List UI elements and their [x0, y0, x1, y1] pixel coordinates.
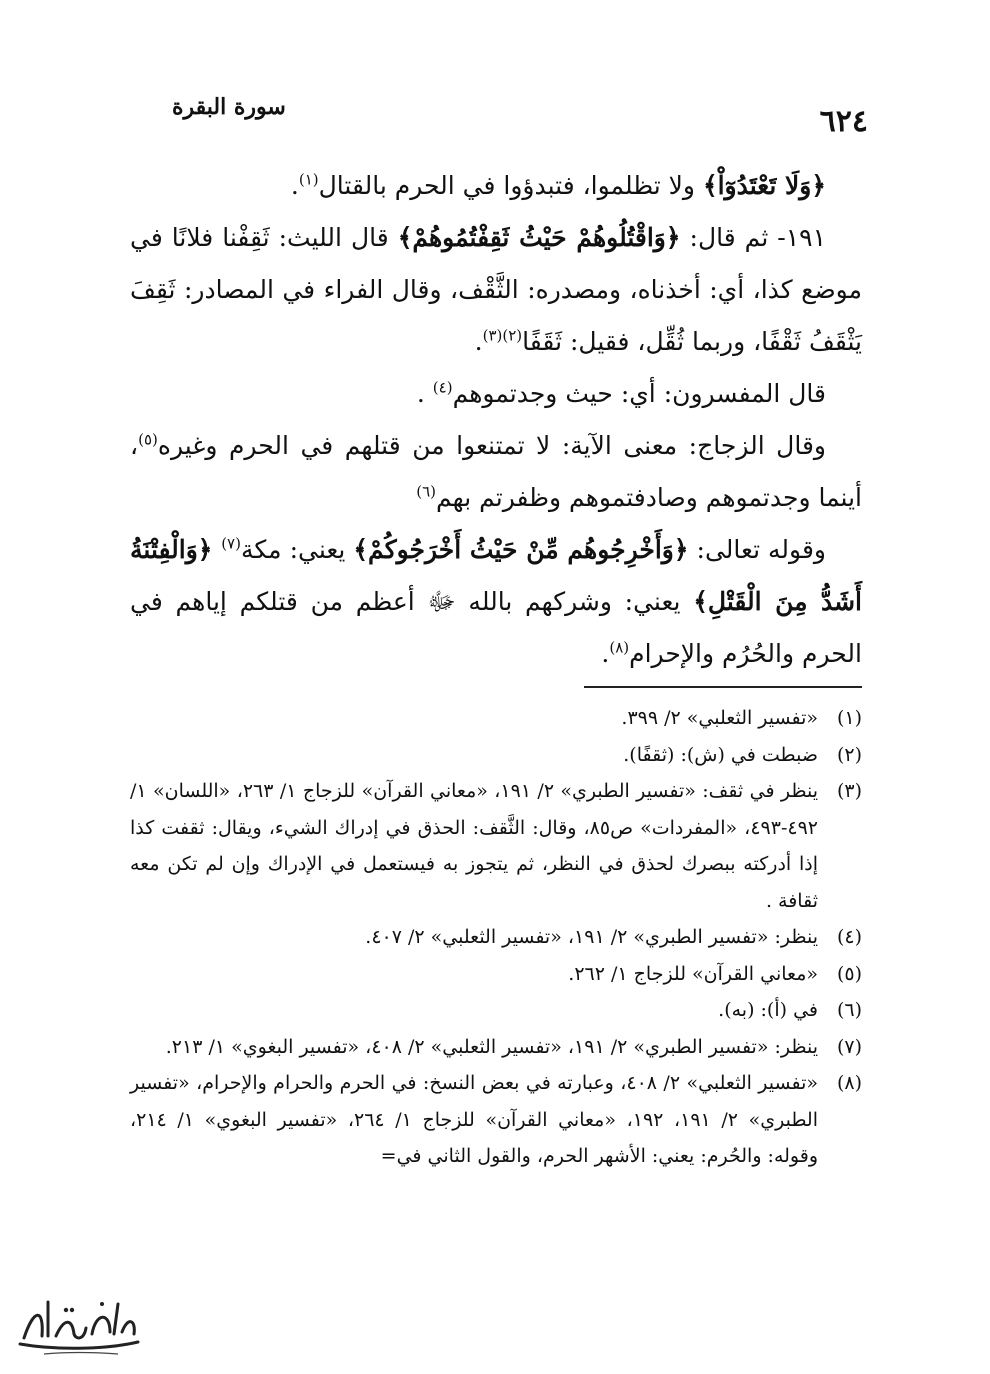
footnote-number: (٦): [836, 999, 862, 1021]
footnote-number: (٥): [836, 962, 862, 985]
footnote-item: [130, 737, 862, 774]
footnotes: [130, 700, 862, 1175]
footnote-item: [130, 992, 862, 1029]
footnote-item: [130, 919, 862, 956]
running-header-title: سورة البقرة: [172, 94, 286, 120]
footnote-ref: (١): [298, 170, 319, 189]
logo-graphic: [14, 1288, 144, 1358]
paragraph-5: [130, 524, 862, 680]
paragraph-text: ، أينما وجدتموهم وصادفتموهم وظفرتم بهم: [130, 431, 862, 512]
footnote-ref: (٤): [432, 378, 453, 397]
paragraph-text: قال الليث: ثَقِفْنا فلانًا في موضع كذا، أي: أخذناه، ومصدره: الثَّقْف، وقال الفراء في المصادر: ثَقِفَ يَثْقَفُ ثَقْفًا، وربما ثُقِّل، فقيل: ثَقَفًا: [130, 223, 862, 356]
footnote-text: ينظر: «تفسير الطبري» ٢/ ١٩١، «تفسير الثعلبي» ٢/ ٤٠٧.: [365, 926, 818, 948]
footnote-item: [130, 956, 862, 993]
paragraph-1: [130, 160, 862, 212]
quran-quote: ﴿وَلَا تَعْتَدُوٓاْ﴾: [702, 171, 826, 200]
footnote-number: (١): [836, 707, 862, 729]
punctuation: .: [290, 171, 299, 200]
footnote-text: ينظر: «تفسير الطبري» ٢/ ١٩١، «تفسير الثعلبي» ٢/ ٤٠٨، «تفسير البغوي» ١/ ٢١٣.: [165, 1035, 818, 1058]
footnote-ref: (٨): [609, 638, 630, 657]
paragraph-text: ولا تظلموا، فتبدؤوا في الحرم بالقتال: [318, 171, 703, 200]
footnote-ref: (٧): [221, 534, 241, 553]
footnote-number: (٧): [836, 1035, 862, 1058]
page-number: ٦٢٤: [819, 104, 868, 139]
paragraph-text: وقال الزجاج: معنى الآية: لا تمتنعوا من قتلهم في الحرم وغيره: [157, 431, 826, 460]
paragraph-text: وقوله تعالى:: [688, 535, 826, 564]
footnote-number: (٨): [836, 1072, 862, 1094]
paragraph-text: قال المفسرون: أي: حيث وجدتموهم: [452, 379, 826, 408]
paragraph-3: [130, 368, 862, 420]
calligraphy-logo-icon: [14, 1288, 144, 1358]
quran-quote: ﴿وَأَخْرِجُوهُم مِّنْ حَيْثُ أَخْرَجُوكُمْ﴾: [353, 535, 689, 564]
footnote-ref: (٢)(٣): [482, 326, 523, 345]
punctuation: .: [416, 379, 433, 408]
footnote-item: [130, 773, 862, 919]
footnote-text: «تفسير الثعلبي» ٢/ ٤٠٨، وعبارته في بعض النسخ: في الحرم والحرام والإحرام، «تفسير الطبري» ٢/ ١٩١، ١٩٢، «معاني القرآن» للزجاج ١/ ٢٦٤، «تفسير البغوي» ١/ ٢١٤، وقوله: والحُرم: يعني: الأشهر الحرم، والقول الثاني في=: [130, 1072, 819, 1167]
footnote-ref: (٦): [416, 482, 437, 501]
footnote-text: ينظر في ثقف: «تفسير الطبري» ٢/ ١٩١، «معاني القرآن» للزجاج ١/ ٢٦٣، «اللسان» ١/ ٤٩٢-٤٩٣، «المفردات» ص٨٥، وقال: الثَّقف: الحذق في إدراك الشيء، ويقال: ثقفت كذا إذا أدركته ببصرك لحذق في النظر، ثم يتجوز به فيستعمل في الإدراك وإن لم تكن معه ثقافة .: [130, 780, 818, 912]
punctuation: .: [601, 639, 610, 668]
paragraph-text: يعني: مكة: [240, 535, 354, 564]
footnote-text: «تفسير الثعلبي» ٢/ ٣٩٩.: [621, 707, 818, 729]
footnote-item: [130, 1029, 862, 1066]
footnote-number: (٤): [836, 926, 862, 948]
footnote-text: ضبطت في (ش): (ثقفًا).: [623, 743, 818, 766]
footnote-item: [130, 1065, 862, 1175]
punctuation: .: [474, 327, 483, 356]
quran-quote: ﴿وَالْفِتْنَةُ أَشَدُّ مِنَ الْقَتْلِ﴾: [130, 535, 862, 616]
verse-number-text: ١٩١- ثم قال:: [680, 223, 827, 252]
footnote-text: في (أ): (به).: [718, 999, 818, 1021]
footnote-divider: [584, 686, 862, 688]
main-text: [130, 160, 862, 680]
footnote-number: (٣): [836, 780, 862, 802]
footnote-number: (٢): [836, 743, 862, 766]
footnote-text: «معاني القرآن» للزجاج ١/ ٢٦٢.: [568, 962, 818, 985]
paragraph-4: [130, 420, 862, 524]
paragraph-2: [130, 212, 862, 368]
paragraph-text: يعني: وشركهم بالله ﷻ أعظم من قتلكم إياهم في الحرم والحُرُم والإحرام: [130, 587, 862, 668]
quran-quote: ﴿وَاقْتُلُوهُمْ حَيْثُ ثَقِفْتُمُوهُمْ﴾: [397, 223, 681, 252]
footnote-item: [130, 700, 862, 737]
footnote-ref: (٥): [138, 430, 158, 449]
